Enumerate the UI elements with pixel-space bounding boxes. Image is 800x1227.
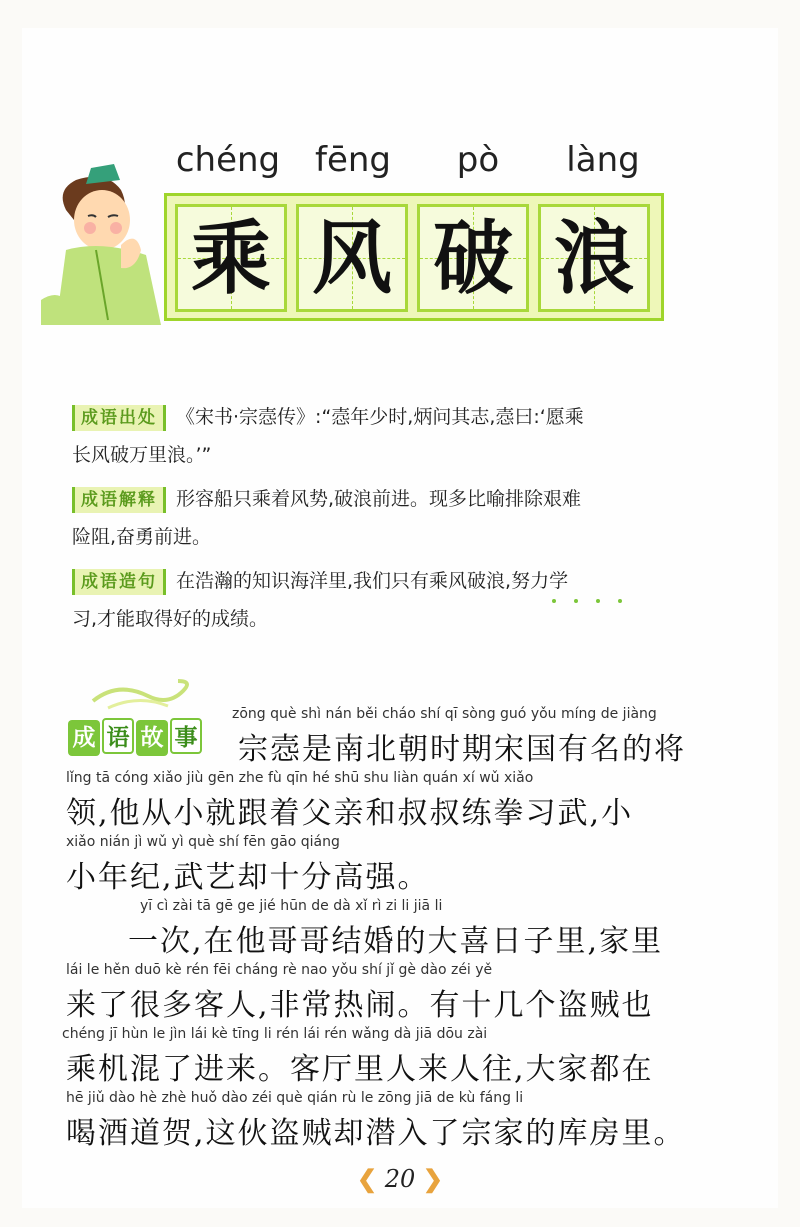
scholar-illustration [36, 150, 176, 330]
story-line [0, 962, 800, 1028]
example-line-1: 在浩瀚的知识海洋里,我们只有乘风破浪,努力学 [176, 570, 569, 592]
story-line [0, 1090, 800, 1156]
title-char-4: 浪 [554, 212, 634, 305]
title-pinyin-4: làng [566, 140, 640, 180]
story-pinyin: xiǎo nián jì wǔ yì què shí fēn gāo qiáng [66, 834, 340, 850]
story-line [0, 706, 800, 772]
story-text: 领,他从小就跟着父亲和叔叔练拳习武,小 [66, 796, 634, 831]
story-text: 一次,在他哥哥结婚的大喜日子里,家里 [128, 924, 664, 959]
story-pinyin: yī cì zài tā gē ge jié hūn de dà xǐ rì zi li jiā li [140, 898, 443, 914]
page-number [0, 1164, 800, 1193]
story-line [0, 1026, 800, 1092]
story-line [0, 898, 800, 964]
title-cell [296, 204, 408, 312]
story-pinyin: lái le hěn duō kè rén fēi cháng rè nao yǒu shí jǐ gè dào zéi yě [66, 962, 493, 978]
story-line [0, 770, 800, 836]
title-pinyin-3: pò [456, 140, 500, 180]
idiom-title-grid [164, 193, 664, 321]
story-pinyin: zōng què shì nán běi cháo shí qī sòng guó yǒu míng de jiàng [232, 706, 657, 722]
story-tag-char: 事 [170, 718, 202, 754]
title-cell [538, 204, 650, 312]
source-line-2: 长风破万里浪。’” [72, 444, 212, 466]
title-char-3: 破 [433, 212, 513, 305]
story-text: 小年纪,武艺却十分高强。 [66, 860, 430, 895]
story-text: 乘机混了进来。客厅里人来人往,大家都在 [66, 1052, 654, 1087]
title-pinyin-2: fēng [314, 140, 392, 180]
meaning-line-1: 形容船只乘着风势,破浪前进。现多比喻排除艰难 [176, 488, 582, 510]
story-tag-char: 语 [102, 718, 134, 754]
story-text: 来了很多客人,非常热闹。有十几个盗贼也 [66, 988, 654, 1023]
story-tag-char: 成 [68, 720, 100, 756]
example-line-2: 习,才能取得好的成绩。 [72, 608, 269, 630]
idiom-meaning-section [72, 480, 732, 556]
story-text: 喝酒道贺,这伙盗贼却潜入了宗家的库房里。 [66, 1116, 686, 1151]
title-pinyin-1: chéng [175, 140, 281, 180]
title-char-2: 风 [312, 212, 392, 305]
story-pinyin: chéng jī hùn le jìn lái kè tīng li rén lái rén wǎng dà jiā dōu zài [62, 1026, 488, 1042]
story-line [0, 834, 800, 900]
example-tag: 成语造句 [72, 569, 166, 595]
meaning-tag: 成语解释 [72, 487, 166, 513]
emphasis-dots [546, 597, 636, 605]
chevron-right-icon: ❯ [422, 1164, 444, 1193]
title-cell [417, 204, 529, 312]
idiom-source-section [72, 398, 732, 474]
title-cell [175, 204, 287, 312]
story-pinyin: hē jiǔ dào hè zhè huǒ dào zéi què qián rù le zōng jiā de kù fáng li [66, 1090, 524, 1106]
story-text: 宗悫是南北朝时期宋国有名的将 [238, 732, 686, 767]
story-pinyin: lǐng tā cóng xiǎo jiù gēn zhe fù qīn hé shū shu liàn quán xí wǔ xiǎo [66, 770, 534, 786]
source-tag: 成语出处 [72, 405, 166, 431]
chevron-left-icon: ❮ [356, 1164, 378, 1193]
page-number-text: 20 [384, 1165, 416, 1193]
meaning-line-2: 险阻,奋勇前进。 [72, 526, 212, 548]
title-char-1: 乘 [191, 212, 271, 305]
title-pinyin-row [168, 140, 668, 190]
source-line-1: 《宋书·宗悫传》:“悫年少时,炳问其志,悫曰:‘愿乘 [176, 406, 584, 428]
story-tag-char: 故 [136, 720, 168, 756]
